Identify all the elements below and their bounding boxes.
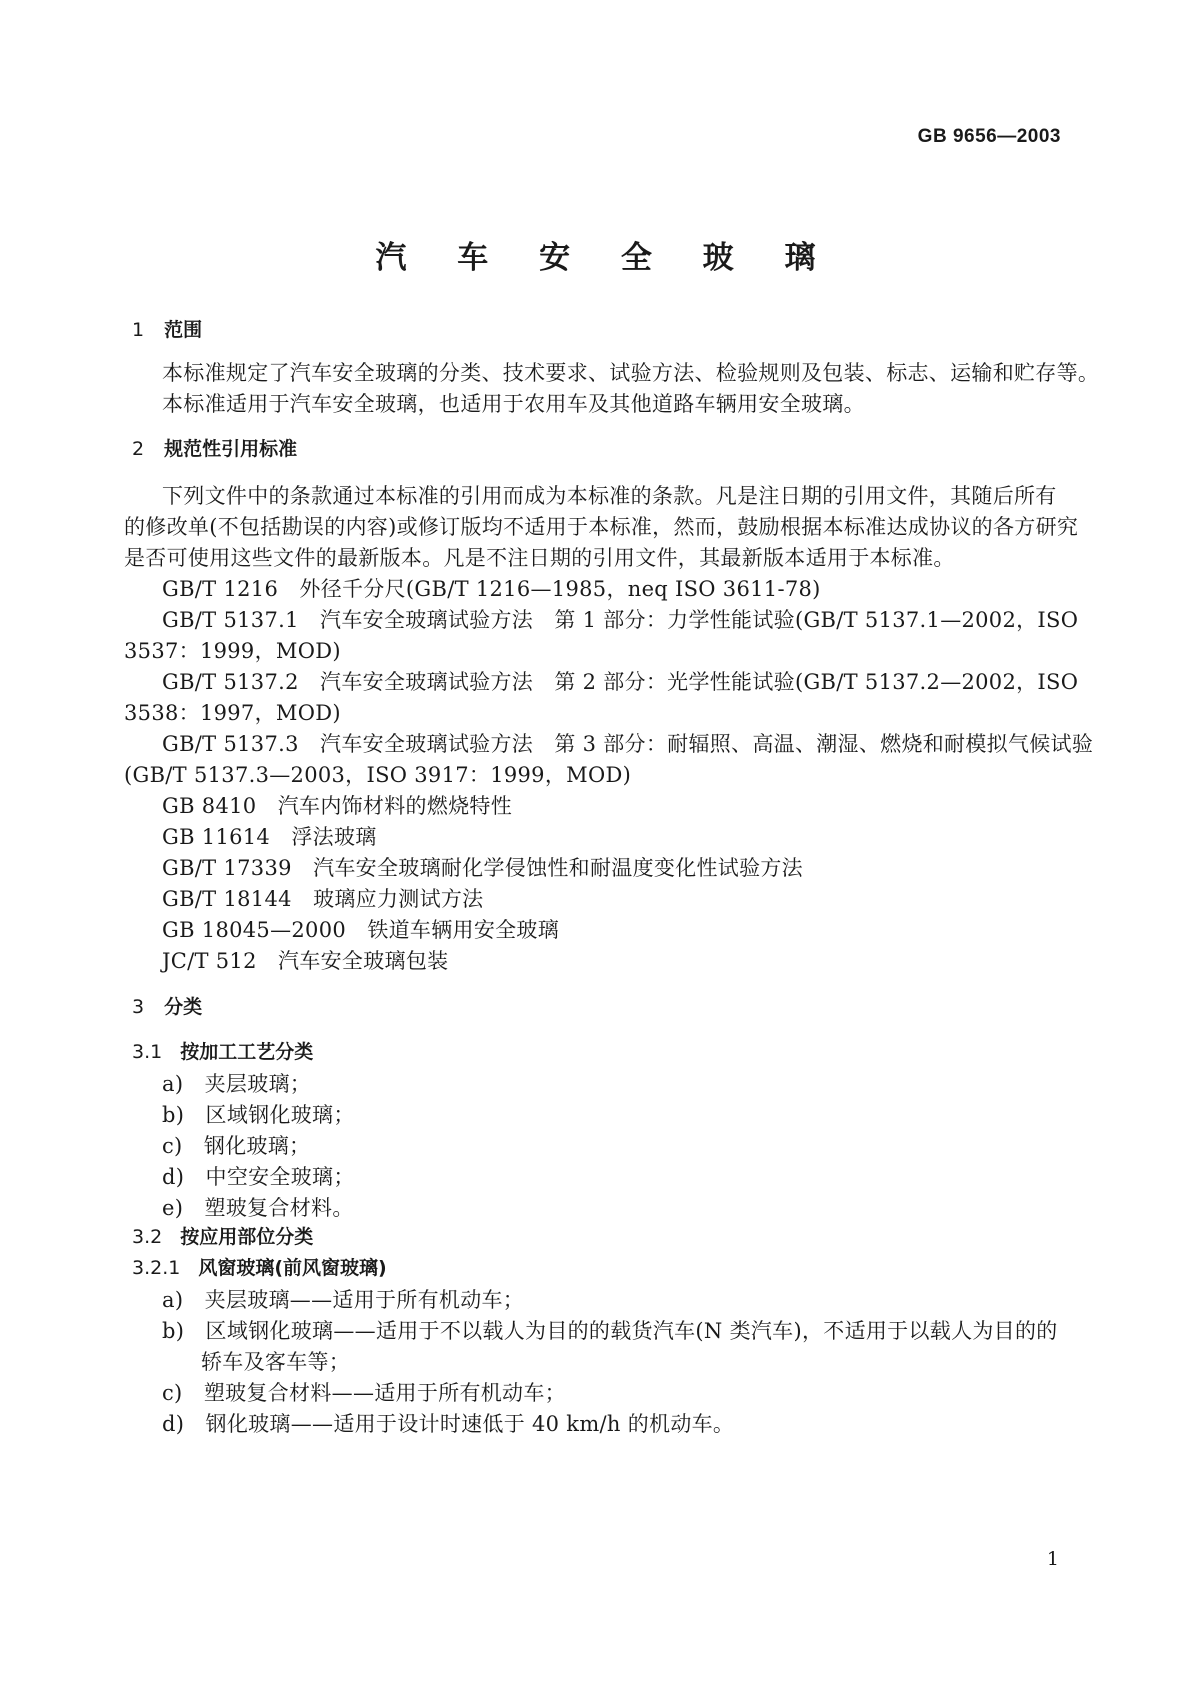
section-3-heading bbox=[132, 992, 202, 1019]
list-item: c) 塑玻复合材料——适用于所有机动车； bbox=[162, 1381, 566, 1405]
page-number: 1 bbox=[1046, 1548, 1059, 1570]
list-item: e) 塑玻复合材料。 bbox=[162, 1196, 354, 1220]
reference-item: GB/T 5137.1 汽车安全玻璃试验方法 第 1 部分：力学性能试验(GB/T 5137.1—2002，ISO bbox=[162, 608, 1079, 632]
section-number: 3.2 bbox=[132, 1226, 163, 1248]
document-title: 汽 车 安 全 玻 璃 bbox=[375, 240, 836, 276]
reference-item: GB/T 17339 汽车安全玻璃耐化学侵蚀性和耐温度变化性试验方法 bbox=[162, 856, 803, 880]
list-item-continued: 轿车及客车等； bbox=[201, 1350, 351, 1374]
section-number: 2 bbox=[132, 438, 145, 460]
section-title: 范围 bbox=[164, 319, 203, 341]
reference-item: GB/T 5137.3 汽车安全玻璃试验方法 第 3 部分：耐辐照、高温、潮湿、燃烧和耐模拟气候试验 bbox=[162, 732, 1094, 756]
reference-item: JC/T 512 汽车安全玻璃包装 bbox=[162, 949, 449, 973]
reference-item: GB/T 18144 玻璃应力测试方法 bbox=[162, 887, 484, 911]
list-item: a) 夹层玻璃——适用于所有机动车； bbox=[162, 1288, 525, 1312]
section-number: 1 bbox=[132, 319, 145, 341]
section-number: 3.2.1 bbox=[132, 1257, 181, 1279]
section-number: 3.1 bbox=[132, 1041, 163, 1063]
paragraph-line: 是否可使用这些文件的最新版本。凡是不注日期的引用文件，其最新版本适用于本标准。 bbox=[124, 546, 955, 570]
subsection-3-2-1-heading bbox=[132, 1253, 387, 1280]
section-2-heading bbox=[132, 434, 297, 461]
list-item: b) 区域钢化玻璃； bbox=[162, 1103, 355, 1127]
list-item: a) 夹层玻璃； bbox=[162, 1072, 312, 1096]
section-1-heading bbox=[132, 315, 202, 342]
reference-item-continued: 3537：1999，MOD) bbox=[124, 639, 341, 663]
standard-code: GB 9656—2003 bbox=[917, 126, 1061, 147]
reference-item-continued: 3538：1997，MOD) bbox=[124, 701, 341, 725]
subsection-3-1-heading bbox=[132, 1037, 313, 1064]
list-item: c) 钢化玻璃； bbox=[162, 1134, 311, 1158]
section-title: 规范性引用标准 bbox=[164, 438, 298, 460]
section-number: 3 bbox=[132, 996, 145, 1018]
section-title: 分类 bbox=[164, 996, 203, 1018]
list-item: b) 区域钢化玻璃——适用于不以载人为目的的载货汽车(N 类汽车)，不适用于以载人为目的的 bbox=[162, 1319, 1058, 1343]
list-item: d) 钢化玻璃——适用于设计时速低于 40 km/h 的机动车。 bbox=[162, 1412, 735, 1436]
paragraph-line: 的修改单(不包括勘误的内容)或修订版均不适用于本标准，然而，鼓励根据本标准达成协议的各方研究 bbox=[124, 515, 1079, 539]
paragraph: 本标准规定了汽车安全玻璃的分类、技术要求、试验方法、检验规则及包装、标志、运输和贮存等。 bbox=[162, 361, 1100, 385]
reference-item-continued: (GB/T 5137.3—2003，ISO 3917：1999，MOD) bbox=[124, 763, 632, 787]
reference-item: GB/T 5137.2 汽车安全玻璃试验方法 第 2 部分：光学性能试验(GB/T 5137.2—2002，ISO bbox=[162, 670, 1079, 694]
subsection-3-2-heading bbox=[132, 1222, 313, 1249]
paragraph-line: 下列文件中的条款通过本标准的引用而成为本标准的条款。凡是注日期的引用文件，其随后所有 bbox=[162, 484, 1057, 508]
reference-item: GB 11614 浮法玻璃 bbox=[162, 825, 377, 849]
reference-item: GB 18045—2000 铁道车辆用安全玻璃 bbox=[162, 918, 560, 942]
paragraph: 本标准适用于汽车安全玻璃，也适用于农用车及其他道路车辆用安全玻璃。 bbox=[162, 392, 865, 416]
reference-item: GB 8410 汽车内饰材料的燃烧特性 bbox=[162, 794, 513, 818]
list-item: d) 中空安全玻璃； bbox=[162, 1165, 355, 1189]
reference-item: GB/T 1216 外径千分尺(GB/T 1216—1985，neq ISO 3611-78) bbox=[162, 577, 821, 601]
section-title: 按应用部位分类 bbox=[180, 1226, 314, 1248]
section-title: 风窗玻璃(前风窗玻璃) bbox=[198, 1257, 387, 1279]
section-title: 按加工工艺分类 bbox=[180, 1041, 314, 1063]
